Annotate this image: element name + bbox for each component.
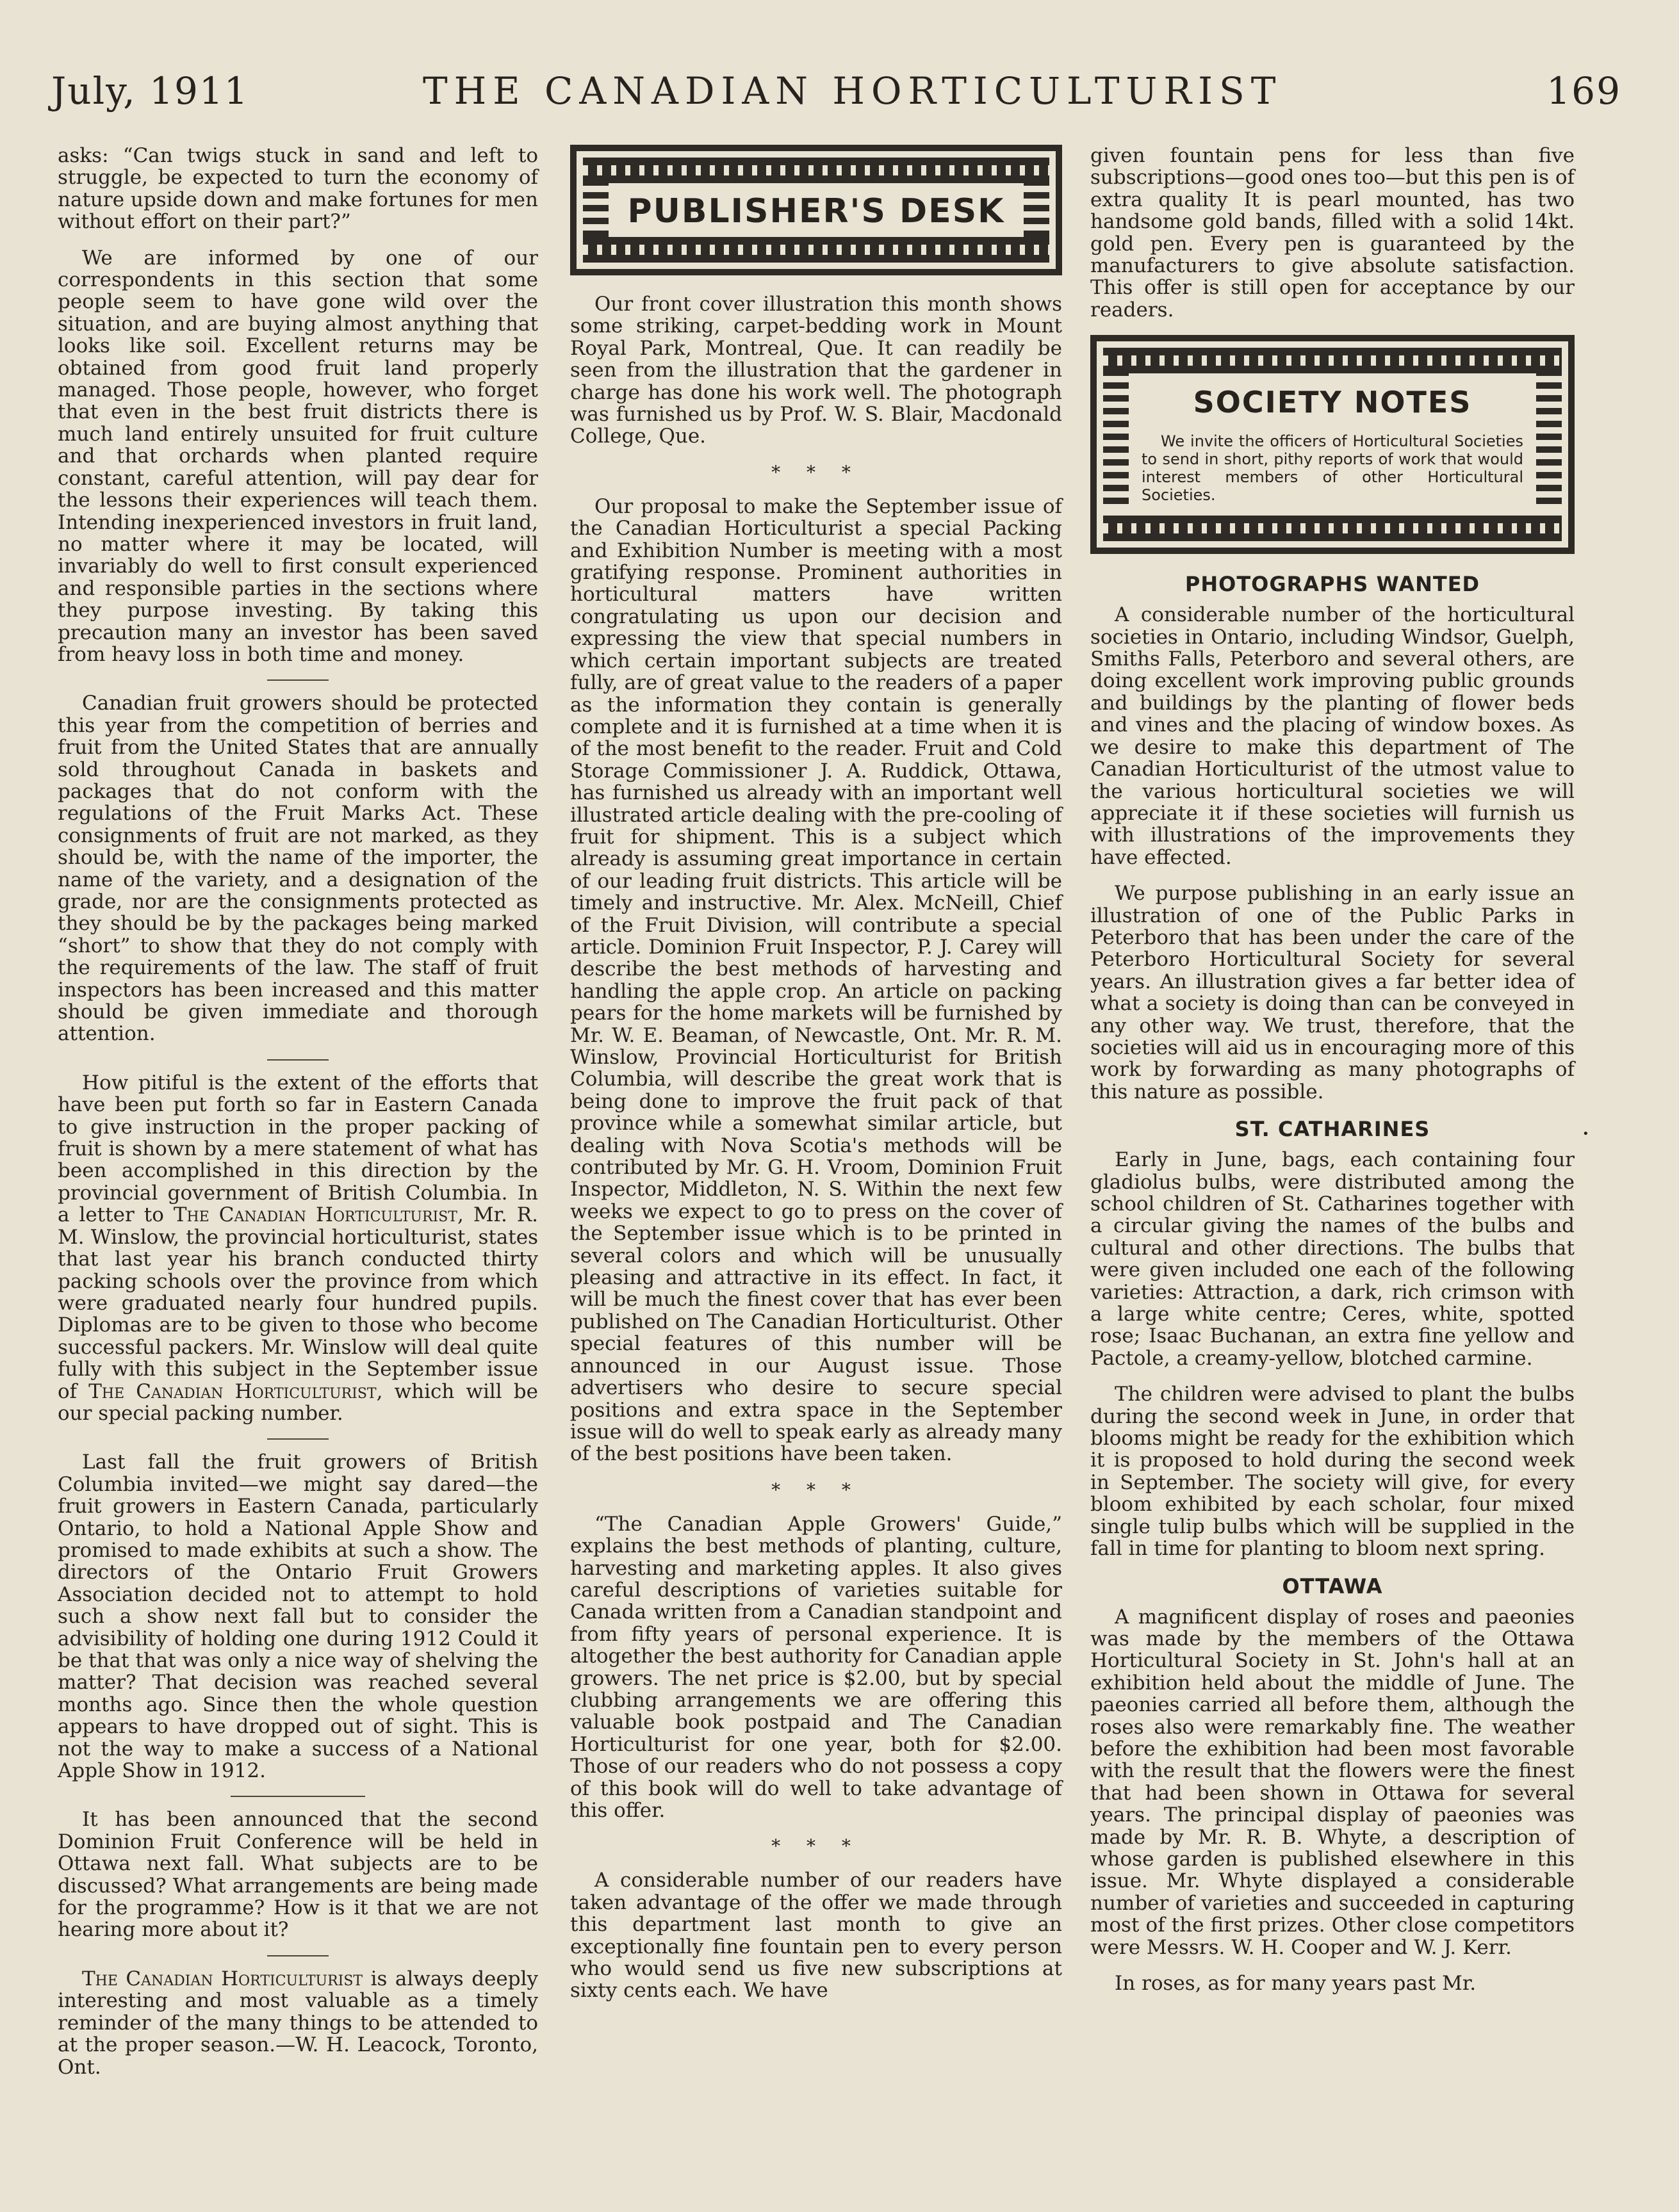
society-notes-banner	[1090, 335, 1575, 554]
paragraph: asks: “Can twigs stuck in sand and left to struggle, be expected to turn the economy of nature upside down and make fortunes for men without effort on their part?”	[58, 144, 538, 234]
divider	[231, 1796, 365, 1797]
paragraph: A magnificent display of roses and paeonies was made by the members of the Ottawa Horticultural Society in St. John's hall at an exhibition held about the middle of June. The paeonies carried all before them, although the roses also were remarkably fine. The weather before the exhibition had been most favorable with the result that the flowers were the finest that had been shown in Ottawa for several years. The principal display of paeonies was made by Mr. R. B. Whyte, a description of whose garden is published elsewhere in this issue. Mr. Whyte displayed a considerable number of varieties and succeeded in capturing most of the first prizes. Other close competitors were Messrs. W. H. Cooper and W. J. Kerr.	[1090, 1605, 1575, 1959]
text-run: , which will be our special packing number.	[58, 1379, 538, 1425]
issue-date: July, 1911	[51, 69, 249, 113]
paragraph: Early in June, bags, each containing four gladiolus bulbs, were distributed among the school children of St. Catharines together with a circular giving the names of the bulbs and cultural and other directions. The bulbs that were given included one each of the following varieties: Attraction, a dark, rich crimson with a large white centre; Ceres, white, spotted rose; Isaac Buchanan, an extra fine yellow and Pactole, a creamy-yellow, blotched carmine.	[1090, 1148, 1575, 1370]
section-break: * * *	[771, 1835, 861, 1857]
subheading: ST. CATHARINES	[1234, 1117, 1430, 1142]
section-title: SOCIETY NOTES	[1193, 385, 1472, 420]
paragraph: We purpose publishing in an early issue an illustration of one of the Public Parks in Peterboro that has been under the care of the Peterboro Horticultural Society for several years. An illustration gives a far better idea of what a society is doing than can be conveyed in any other way. We trust, therefore, that the societies will aid us in encouraging more of this work by forwarding as many photographs of this nature as possible.	[1090, 882, 1575, 1103]
paragraph: given fountain pens for less than five subscriptions—good ones too—but this pen is of extra quality It is pearl mounted, has two handsome gold bands, filled with a solid 14kt. gold pen. Every pen is guaranteed by the manufacturers to give absolute satisfaction. This offer is still open for acceptance by our readers.	[1090, 144, 1575, 321]
paragraph: A considerable number of our readers have taken advantage of the offer we made through this department last month to give an exceptionally fine fountain pen to every person who would send us five new subscriptions at sixty cents each. We have	[570, 1869, 1062, 2003]
paragraph: In roses, as for many years past Mr.	[1115, 1972, 1477, 1995]
margin-mark: •	[1582, 1127, 1589, 1141]
invitation-text: We invite the officers of Horticultural Societies to send in short, pithy reports of work that would interest members of other Horticultural Societies.	[1142, 432, 1523, 505]
magazine-name: The Canadian Horticulturist	[173, 1203, 457, 1227]
divider	[267, 1059, 329, 1061]
text-run: , Mr. R. M. Winslow, the provincial horticulturist, states that last year his branch conducted thirty packing schools over the province from which were graduated nearly four hundred pupils. Diplomas are to be given to those who become successful packers. Mr. Winslow will deal quite fully with this subject in the September issue of	[58, 1203, 538, 1403]
fret-border-top	[1103, 348, 1562, 373]
divider	[267, 679, 329, 681]
subheading: OTTAWA	[1282, 1574, 1383, 1598]
section-break: * * *	[771, 461, 861, 483]
paragraph: Our proposal to make the September issue of the Canadian Horticulturist a special Packing and Exhibition Number is meeting with a most gratifying response. Prominent authorities in horticultural matters have written congratulating us upon our decision and expressing the view that special numbers in which certain important subjects are treated fully, are of great value to the readers of a paper as the information they contain is generally complete and it is furnished at a time when it is of the most benefit to the reader. Fruit and Cold Storage Commissioner J. A. Ruddick, Ottawa, has furnished us already with an important well illustrated article dealing with the pre-cooling of fruit for shipment. This is a subject which already is assuming great importance in certain of our leading fruit districts. This article will be timely and instructive. Mr. Alex. McNeill, Chief of the Fruit Division, will contribute a special article. Dominion Fruit Inspector, P. J. Carey will describe the best methods of harvesting and handling the apple crop. An article on packing pears for the home markets will be furnished by Mr. W. E. Beaman, of Newcastle, Ont. Mr. R. M. Winslow, Provincial Horticulturist for British Columbia, will describe the great work that is being done to improve the fruit pack of that province while a somewhat similar article, but dealing with Nova Scotia's methods will be contributed by Mr. G. H. Vroom, Dominion Fruit Inspector, Middleton, N. S. Within the next few weeks we expect to go to press on the cover of the September issue which is to be printed in several colors and which will be unusually pleasing and attractive in its effect. In fact, it will be much the finest cover that has ever been published on The Canadian Horticulturist. Other special features of this number will be announced in our August issue. Those advertisers who desire to secure special positions and extra space in the September issue will do well to speak early as already many of the best positions have been taken.	[570, 494, 1062, 1466]
column-2	[570, 145, 1062, 2016]
paragraph: “The Canadian Apple Growers' Guide,” explains the best methods of planting, culture, harvesting and marketing apples. It also gives careful descriptions of varieties suitable for Canada written from a Canadian standpoint and from fifty years of personal experience. It is altogether the best authority for Canadian apple growers. The net price is $2.00, but by special clubbing arrangements we are offering this valuable book postpaid and The Canadian Horticulturist for one year, both for $2.00. Those of our readers who do not possess a copy of this book will do well to take advantage of this offer.	[570, 1512, 1062, 1822]
text-run: is always deeply interesting and most valuable as a timely reminder of the many things to be attended to at the proper season.—W. H. Leacock, Toronto, Ont.	[58, 1967, 539, 2079]
divider	[267, 1438, 329, 1440]
fret-border-right	[1024, 183, 1049, 237]
paragraph	[58, 1072, 538, 1425]
fret-border-bottom	[583, 237, 1049, 263]
section-title: PUBLISHER'S DESK	[627, 192, 1005, 231]
paragraph: A considerable number of the horticultural societies in Ontario, including Windsor, Guelph, Smiths Falls, Peterboro and several others, are doing excellent work improving public grounds and buildings by the planting of flower beds and vines and the placing of window boxes. As we desire to make this department of The Canadian Horticulturist of the utmost value to the various horticultural societies we will appreciate it if these societies will furnish us with illustrations of the improvements they have effected.	[1090, 603, 1575, 869]
paragraph: Our front cover illustration this month shows some striking, carpet-bedding work in Mount Royal Park, Montreal, Que. It can readily be seen from the illustration that the gardener in charge has done his work well. The photograph was furnished us by Prof. W. S. Blair, Macdonald College, Que.	[570, 293, 1062, 448]
paragraph: Last fall the fruit growers of British Columbia invited—we might say dared—the fruit growers in Eastern Canada, particularly Ontario, to hold a National Apple Show and promised to made exhibits at such a show. The directors of the Ontario Fruit Growers Association decided not to attempt to hold such a show next fall but to consider the advisibility of holding one during 1912 Could it be that that was only a nice way of shelving the matter? That decision was reached several months ago. Since then the whole question appears to have dropped out of sight. This is not the way to make a success of a National Apple Show in 1912.	[58, 1451, 538, 1783]
section-break: * * *	[771, 1479, 861, 1500]
magazine-title: THE CANADIAN HORTICULTURIST	[423, 69, 1282, 113]
text-run: How pitiful is the extent of the efforts that have been put forth so far in Eastern Canada to give instruction in the proper packing of fruit is shown by a mere statement of what has been accomplished in this direction by the provincial government of British Columbia. In a letter to	[58, 1071, 538, 1227]
divider	[267, 1955, 329, 1956]
magazine-name: The Canadian Horticulturist	[82, 1967, 363, 1990]
page-number: 169	[1546, 69, 1621, 113]
fret-border-top	[583, 158, 1049, 183]
paragraph: We are informed by one of our correspondents in this section that some people seem to have gone wild over the situation, and are buying almost anything that looks like soil. Excellent returns may be obtained from good fruit land properly managed. Those people, however, who forget that even in the best fruit districts there is much land entirely unsuited for fruit culture and that orchards when planted require constant, careful attention, will pay dear for the lessons their experiences will teach them. Intending inexperienced investors in fruit land, no matter where it may be located, will invariably do well to first consult experienced and responsible parties in the sections where they purpose investing. By taking this precaution many an investor has been saved from heavy loss in both time and money.	[58, 246, 538, 666]
fret-border-right	[1536, 373, 1562, 504]
magazine-name: The Canadian Horticulturist	[88, 1379, 377, 1403]
column-3	[1090, 145, 1575, 2008]
fret-border-left	[583, 183, 609, 237]
fret-border-left	[1103, 373, 1129, 504]
column-1	[58, 145, 538, 2092]
subheading: PHOTOGRAPHS WANTED	[1184, 572, 1480, 597]
paragraph: The children were advised to plant the bulbs during the second week in June, in order that blooms might be ready for the exhibition which it is proposed to hold during the second week in September. The society will give, for every bloom exhibited by each scholar, four mixed single tulip bulbs which will be supplied in the fall in time for planting to bloom next spring.	[1090, 1383, 1575, 1561]
paragraph: It has been announced that the second Dominion Fruit Conference will be held in Ottawa next fall. What subjects are to be discussed? What arrangements are being made for the programme? How is it that we are not hearing more about it?	[58, 1808, 538, 1942]
publishers-desk-banner	[570, 145, 1062, 275]
fret-border-bottom	[1103, 516, 1562, 541]
paragraph: Canadian fruit growers should be protected this year from the competition of berries and fruit from the United States that are annually sold throughout Canada in baskets and packages that do not conform with the regulations of the Fruit Marks Act. These consignments of fruit are not marked, as they should be, with the name of the importer, the name of the variety, and a designation of the grade, nor are the consignments protected as they should be by the packages being marked “short” to show that they do not comply with the requirements of the law. The staff of fruit inspectors has been increased and this matter should be given immediate and thorough attention.	[58, 692, 538, 1046]
paragraph	[58, 1968, 538, 2078]
